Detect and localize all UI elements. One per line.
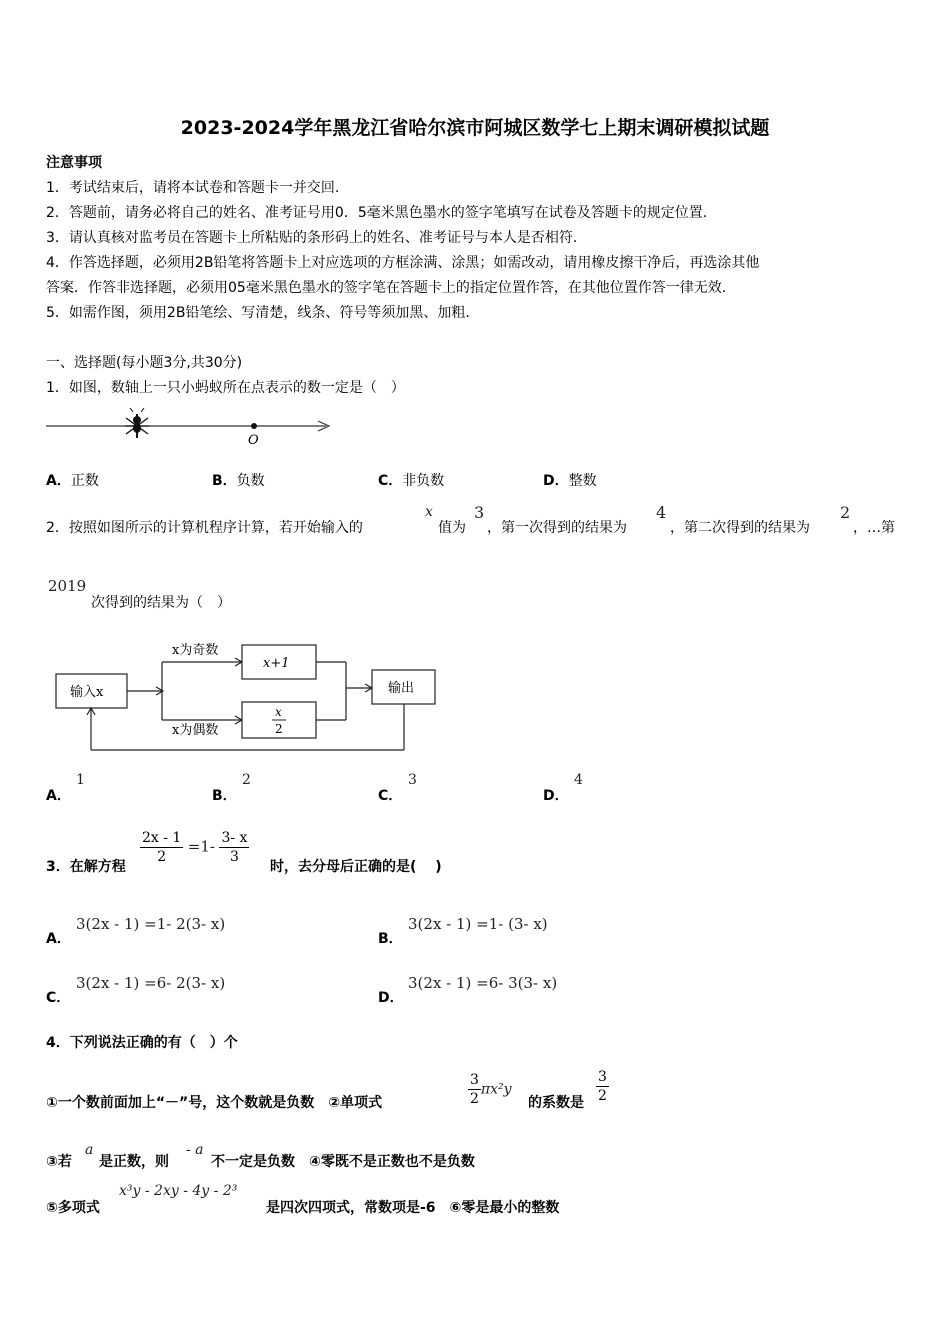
question-1-stem: 1．如图，数轴上一只小蚂蚁所在点表示的数一定是（ ）	[46, 380, 405, 396]
q1-option-c: C．非负数	[378, 473, 445, 489]
even-branch-label: x为偶数	[172, 723, 219, 738]
q1-option-a: A．正数	[46, 473, 99, 489]
q2-var-x: x	[425, 504, 433, 520]
q4-statement-3-a: ③若	[46, 1154, 72, 1170]
notice-item: 答案．作答非选择题，必须用05毫米黑色墨水的签字笔在答题卡上的指定位置作答，在其他位置作答一律无效.	[46, 280, 727, 296]
question-3-suffix: 时，去分母后正确的是( )	[270, 859, 442, 875]
q2-option-a-value: 1	[76, 772, 85, 788]
origin-point	[251, 423, 257, 429]
half-denominator: 2	[275, 722, 283, 736]
q2-value-2: 2	[840, 503, 851, 522]
notice-item: 2．答题前，请务必将自己的姓名、准考证号用0．5毫米黑色墨水的签字笔填写在试卷及答题卡的规定位置.	[46, 205, 708, 221]
q3-option-b-expr: 3(2x - 1) =1- (3- x)	[408, 915, 548, 933]
q2-option-c-value: 3	[408, 772, 417, 788]
question-2-part3: ，第一次得到的结果为	[487, 520, 627, 536]
q4-polynomial: x³y - 2xy - 4y - 2³	[119, 1183, 238, 1199]
notice-item: 1．考试结束后，请将本试卷和答题卡一并交回.	[46, 180, 340, 196]
origin-label: O	[248, 433, 259, 448]
q3-option-b-letter: B．	[378, 931, 403, 947]
q2-value-3: 3	[474, 503, 485, 522]
q4-monomial: $\frac{3}{2}$ πx²y	[470, 1072, 512, 1107]
number-line-figure	[40, 408, 340, 450]
notice-heading: 注意事项	[46, 155, 102, 171]
question-2-part6: 次得到的结果为（ ）	[91, 595, 231, 611]
ant-icon	[125, 408, 149, 438]
section-heading: 一、选择题(每小题3分,共30分)	[46, 355, 243, 371]
q4-statement-5-a: ⑤多项式	[46, 1200, 100, 1216]
half-numerator: x	[275, 705, 282, 719]
q4-neg-a: - a	[186, 1142, 204, 1158]
q4-statement-5-6: 是四次四项式，常数项是-6 ⑥零是最小的整数	[266, 1200, 560, 1216]
notice-item: 3．请认真核对监考员在答题卡上所粘贴的条形码上的姓名、准考证号与本人是否相符.	[46, 230, 578, 246]
q4-statement-3-b: 是正数，则	[99, 1154, 169, 1170]
q3-option-d-letter: D．	[378, 990, 404, 1006]
page-title: 2023-2024学年黑龙江省哈尔滨市阿城区数学七上期末调研模拟试题	[180, 117, 770, 139]
q2-option-d-letter: D．	[543, 788, 569, 804]
q1-option-d: D．整数	[543, 473, 597, 489]
q2-option-b-value: 2	[242, 772, 251, 788]
question-2-part1: 2．按照如图所示的计算机程序计算，若开始输入的	[46, 520, 363, 536]
question-2-part5: ，…第	[853, 520, 895, 536]
program-flowchart	[50, 632, 450, 762]
q3-fraction-1: $\frac{2x - 1}{2}$	[142, 830, 182, 865]
q3-option-c-letter: C．	[46, 990, 71, 1006]
question-4-stem: 4．下列说法正确的有（ ）个	[46, 1035, 238, 1051]
q3-option-d-expr: 3(2x - 1) =6- 3(3- x)	[408, 974, 558, 992]
plus-one-label: x+1	[263, 656, 290, 671]
q1-option-b: B．负数	[212, 473, 265, 489]
q2-option-d-value: 4	[574, 772, 583, 788]
notice-item: 4．作答选择题，必须用2B铅笔将答题卡上对应选项的方框涂满、涂黑；如需改动，请用橡皮擦干净后，再选涂其他	[46, 255, 760, 271]
q3-option-a-expr: 3(2x - 1) =1- 2(3- x)	[76, 915, 226, 933]
q4-coefficient: $\frac{3}{2}$	[598, 1069, 607, 1104]
question-2-part4: ，第二次得到的结果为	[670, 520, 810, 536]
q3-option-a-letter: A．	[46, 931, 71, 947]
q2-year: 2019	[48, 577, 87, 595]
question-2-part2: 值为	[438, 520, 466, 536]
q2-option-c-letter: C．	[378, 788, 403, 804]
question-3-prefix: 3．在解方程	[46, 859, 126, 875]
q2-option-b-letter: B．	[212, 788, 237, 804]
odd-branch-label: x为奇数	[172, 643, 219, 658]
q4-statement-1-2: ①一个数前面加上“－”号，这个数就是负数 ②单项式	[46, 1095, 383, 1111]
q2-value-4: 4	[656, 503, 667, 522]
q4-var-a: a	[85, 1142, 94, 1158]
q3-option-c-expr: 3(2x - 1) =6- 2(3- x)	[76, 974, 226, 992]
q3-fraction-2: $\frac{3- x}{3}$	[221, 830, 248, 865]
q3-equation: $\frac{2x - 1}{2}$ =1- $\frac{3- x}{3}$	[142, 830, 248, 865]
q4-statement-2-tail: 的系数是	[528, 1095, 584, 1111]
q4-statement-3-4: 不一定是负数 ④零既不是正数也不是负数	[211, 1154, 475, 1170]
output-label: 输出	[388, 681, 415, 696]
q2-option-a-letter: A．	[46, 788, 71, 804]
notice-item: 5．如需作图，须用2B铅笔绘、写清楚，线条、符号等须加黑、加粗.	[46, 305, 470, 321]
input-label: 输入x	[70, 685, 104, 700]
